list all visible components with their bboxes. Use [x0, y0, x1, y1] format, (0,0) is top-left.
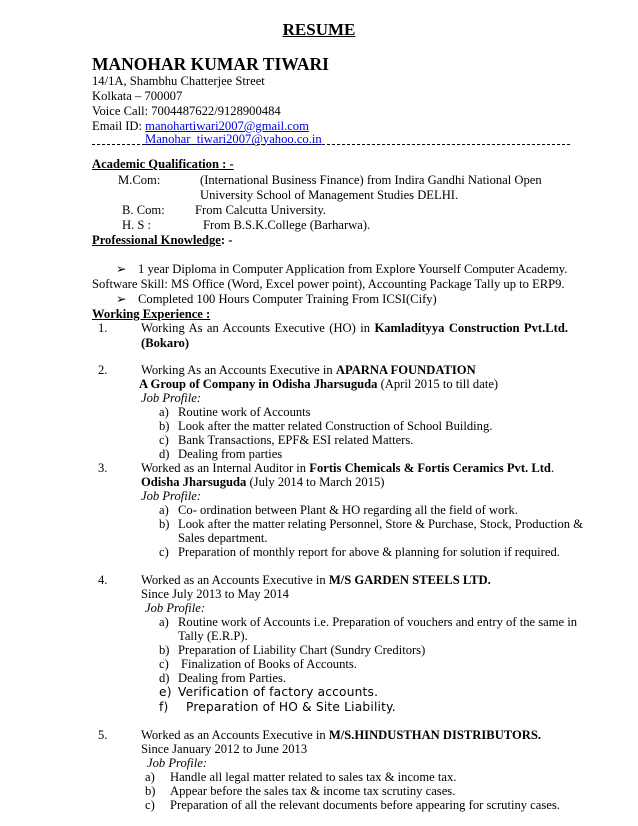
candidate-name: MANOHAR KUMAR TIWARI — [92, 54, 329, 74]
job-1-company: Kamladityya Construction Pvt.Ltd. — [374, 321, 568, 335]
item-marker: f) — [159, 700, 169, 714]
item-marker: a) — [159, 405, 169, 419]
software-skill: Software Skill: MS Office (Word, Excel power point), Accounting Package Tally up to ERP9. — [92, 277, 565, 291]
list-item-text: Preparation of HO & Site Liability. — [186, 700, 396, 714]
list-item-text: Finalization of Books of Accounts. — [181, 657, 357, 671]
job-2-role: Working As an Accounts Executive in — [141, 363, 336, 377]
list-item-text: Look after the matter relating Personnel, Store & Purchase, Stock, Production & — [178, 517, 584, 531]
item-marker: b) — [159, 517, 170, 531]
item-marker: a) — [159, 615, 169, 629]
job-5-role: Worked as an Accounts Executive in — [141, 728, 329, 742]
item-marker: a) — [159, 503, 169, 517]
item-marker: b) — [159, 643, 170, 657]
list-item-text: Appear before the sales tax & income tax scrutiny cases. — [170, 784, 456, 798]
job-4-period: Since July 2013 to May 2014 — [141, 587, 289, 601]
item-marker: d) — [159, 447, 170, 461]
job-3-title — [141, 461, 554, 476]
list-item-text: Dealing from parties — [178, 447, 283, 461]
arrow-bullet-icon: ➢ — [116, 262, 127, 276]
mcom-detail-1: (International Business Finance) from Indira Gandhi National Open — [200, 173, 542, 187]
job-4-company: M/S GARDEN STEELS LTD. — [328, 573, 491, 587]
job-1-location: (Bokaro) — [141, 336, 190, 350]
degree-bcom: B. Com: — [122, 203, 165, 217]
experience-heading: Working Experience : — [92, 307, 211, 321]
job-2-period: (April 2015 to till date) — [377, 377, 499, 391]
list-item-text: Routine work of Accounts — [178, 405, 311, 419]
degree-hs: H. S : — [122, 218, 152, 232]
list-item — [159, 419, 170, 434]
job-3-period: (July 2014 to March 2015) — [246, 475, 385, 489]
list-item-text: Preparation of monthly report for above & planning for solution if required. — [178, 545, 560, 559]
item-marker: c) — [159, 657, 169, 671]
professional-heading-suffix: : - — [220, 233, 233, 247]
item-marker: b) — [159, 419, 170, 433]
bcom-detail: From Calcutta University. — [195, 203, 327, 217]
training-text: Completed 100 Hours Computer Training From ICSI(Cify) — [138, 292, 437, 306]
list-item-text: Sales department. — [178, 531, 268, 545]
list-item — [116, 262, 567, 277]
job-number: 5. — [98, 728, 108, 742]
list-item-text: Tally (E.R.P). — [178, 629, 248, 643]
job-profile-label: Job Profile: — [141, 489, 202, 503]
job-1-title — [141, 321, 568, 336]
job-number: 1. — [98, 321, 108, 335]
job-3-location-name: Odisha Jharsuguda — [141, 475, 247, 489]
item-marker: c) — [159, 433, 169, 447]
list-item — [116, 292, 437, 307]
list-item-text: Dealing from Parties. — [178, 671, 287, 685]
address-line-2: Kolkata – 700007 — [92, 89, 183, 103]
list-item-text: Look after the matter related Construction of School Building. — [178, 419, 493, 433]
job-4-title — [141, 573, 491, 588]
item-marker: a) — [145, 770, 155, 784]
list-item — [159, 447, 170, 462]
job-5-period: Since January 2012 to June 2013 — [141, 742, 308, 756]
list-item-text: Handle all legal matter related to sales tax & income tax. — [170, 770, 457, 784]
job-5-title — [141, 728, 541, 743]
list-item — [159, 433, 169, 448]
degree-mcom: M.Com: — [118, 173, 161, 187]
job-2-company: APARNA FOUNDATION — [335, 363, 476, 377]
list-item-text: Preparation of all the relevant documents before appearing for scrutiny cases. — [170, 798, 560, 812]
professional-heading — [92, 233, 232, 248]
job-3-dot: . — [550, 461, 555, 475]
hs-detail: From B.S.K.College (Barharwa). — [203, 218, 371, 232]
job-3-role: Worked as an Internal Auditor in — [141, 461, 310, 475]
job-4-role: Worked as an Accounts Executive in — [141, 573, 329, 587]
arrow-bullet-icon: ➢ — [116, 292, 127, 306]
item-marker: c) — [159, 545, 169, 559]
job-3-company: Fortis Chemicals & Fortis Ceramics Pvt. Ltd — [309, 461, 551, 475]
item-marker: c) — [145, 798, 155, 812]
list-item-text: Routine work of Accounts i.e. Preparation of vouchers and entry of the same in — [178, 615, 578, 629]
professional-heading-text: Professional Knowledge — [92, 233, 221, 247]
email-link-yahoo[interactable]: Manohar_tiwari2007@yahoo.co.in — [145, 132, 322, 146]
email-label: Email ID: — [92, 119, 146, 133]
list-item-text: Verification of factory accounts. — [178, 685, 379, 699]
list-item-text: Co- ordination between Plant & HO regarding all the field of work. — [178, 503, 518, 517]
academic-heading: Academic Qualification : - — [92, 157, 234, 171]
item-marker: b) — [145, 784, 156, 798]
job-number: 2. — [98, 363, 108, 377]
job-2-group — [139, 377, 498, 392]
job-number: 4. — [98, 573, 108, 587]
job-2-group-name: A Group of Company in Odisha Jharsuguda — [139, 377, 378, 391]
email-link-gmail[interactable]: manohartiwari2007@gmail.com — [145, 119, 309, 133]
item-marker: e) — [159, 685, 172, 699]
list-item-text: Preparation of Liability Chart (Sundry Creditors) — [178, 643, 426, 657]
job-profile-label: Job Profile: — [145, 601, 206, 615]
item-marker: d) — [159, 671, 170, 685]
list-item — [159, 405, 169, 420]
separator-line — [92, 144, 570, 145]
job-number: 3. — [98, 461, 108, 475]
job-2-title — [141, 363, 476, 378]
job-profile-label: Job Profile: — [147, 756, 208, 770]
job-3-location — [141, 475, 385, 490]
diploma-text: 1 year Diploma in Computer Application from Explore Yourself Computer Academy. — [138, 262, 568, 276]
resume-title: RESUME — [282, 20, 356, 39]
mcom-detail-2: University School of Management Studies DELHI. — [200, 188, 459, 202]
job-5-company: M/S.HINDUSTHAN DISTRIBUTORS. — [328, 728, 542, 742]
list-item-text: Bank Transactions, EPF& ESI related Matters. — [178, 433, 414, 447]
job-1-role: Working As an Accounts Executive (HO) in — [141, 321, 375, 335]
job-profile-label: Job Profile: — [141, 391, 202, 405]
address-line-1: 14/1A, Shambhu Chatterjee Street — [92, 74, 265, 88]
phone-line: Voice Call: 7004487622/9128900484 — [92, 104, 281, 118]
